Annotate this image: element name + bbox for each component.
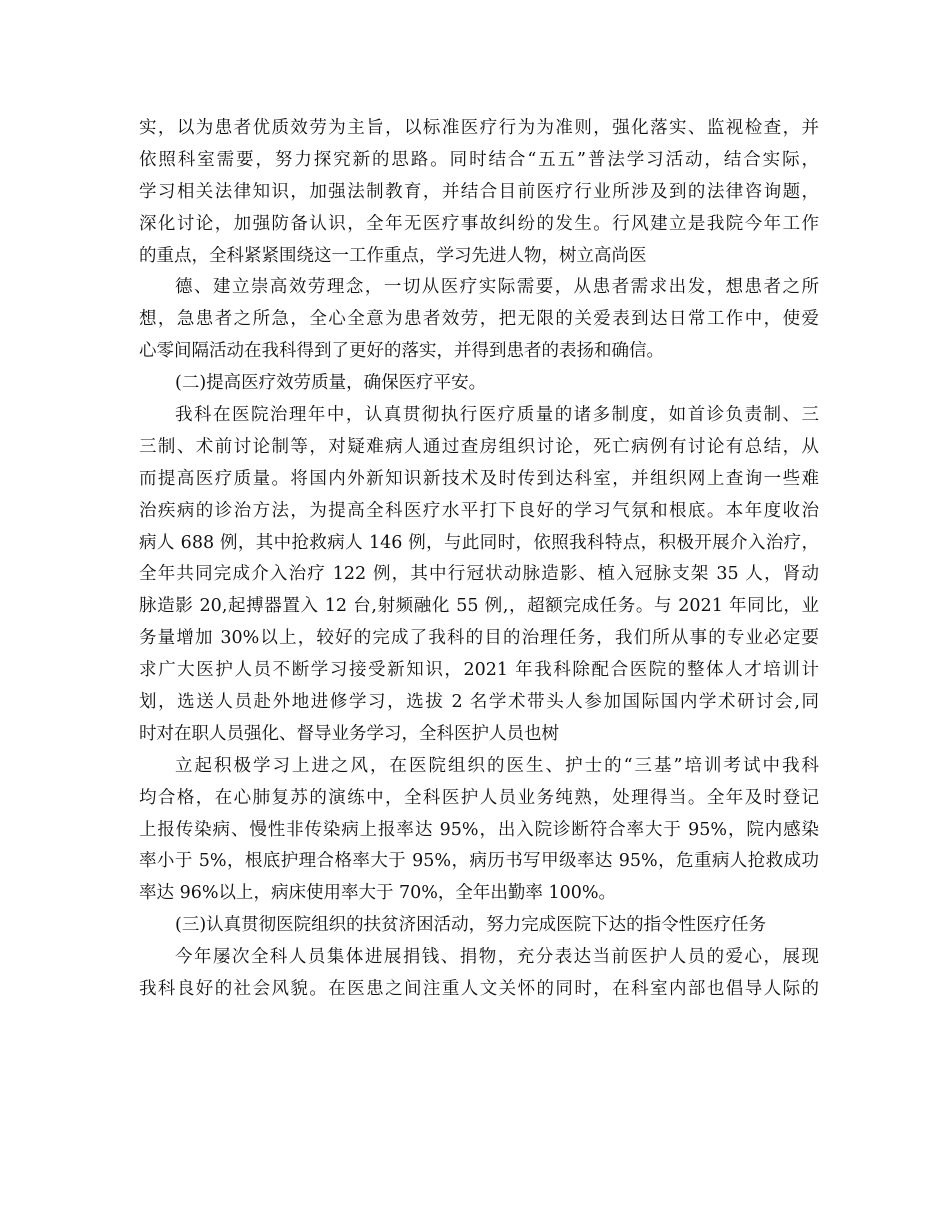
text-line: 深化讨论，加强防备认识，全年无医疗事故纠纷的发生。行风建立是我院今年工作 bbox=[139, 213, 819, 234]
text-line: 脉造影 20,起搏器置入 12 台,射频融化 55 例,，超额完成任务。与 2021 年同比，业 bbox=[139, 596, 819, 617]
text-line: 而提高医疗质量。将国内外新知识新技术及时传到达科室，并组织网上查询一些难 bbox=[139, 468, 819, 489]
document-body bbox=[139, 113, 819, 1006]
text-line: 我科在医院治理年中，认真贯彻执行医疗质量的诸多制度，如首诊负责制、三 bbox=[175, 405, 819, 426]
text-line: 依照科室需要，努力探究新的思路。同时结合“五五”普法学习活动，结合实际， bbox=[139, 149, 819, 170]
text-line: 均合格，在心肺复苏的演练中，全科医护人员业务纯熟，处理得当。全年及时登记 bbox=[139, 787, 819, 808]
text-line: 上报传染病、慢性非传染病上报率达 95%，出入院诊断符合率大于 95%，院内感染 bbox=[139, 819, 819, 840]
text-line: 时对在职人员强化、督导业务学习，全科医护人员也树 bbox=[139, 723, 559, 744]
text-line: 务量增加 30%以上，较好的完成了我科的目的治理任务，我们所从事的专业必定要 bbox=[139, 628, 819, 649]
text-line: 想，急患者之所急，全心全意为患者效劳，把无限的关爱表到达日常工作中，使爱 bbox=[139, 309, 819, 330]
text-line: (三)认真贯彻医院组织的扶贫济困活动，努力完成医院下达的指令性医疗任务 bbox=[175, 915, 767, 936]
text-line: 治疾病的诊治方法，为提高全科医疗水平打下良好的学习气氛和根底。本年度收治 bbox=[139, 500, 819, 521]
text-line: 今年屡次全科人员集体进展捐钱、捐物，充分表达当前医护人员的爱心，展现 bbox=[175, 947, 819, 968]
text-line: 全年共同完成介入治疗 122 例，其中行冠状动脉造影、植入冠脉支架 35 人，肾动 bbox=[139, 564, 819, 585]
text-line: 德、建立崇高效劳理念，一切从医疗实际需要，从患者需求出发，想患者之所 bbox=[175, 277, 819, 298]
text-line: 学习相关法律知识，加强法制教育，并结合目前医疗行业所涉及到的法律咨询题， bbox=[139, 181, 819, 202]
text-line: 的重点，全科紧紧围绕这一工作重点，学习先进人物，树立高尚医 bbox=[139, 245, 647, 266]
text-line: 率达 96%以上，病床使用率大于 70%，全年出勤率 100%。 bbox=[139, 883, 617, 904]
text-line: 三制、术前讨论制等，对疑难病人通过查房组织讨论，死亡病例有讨论有总结，从 bbox=[139, 436, 819, 457]
text-line: 求广大医护人员不断学习接受新知识，2021 年我科除配合医院的整体人才培训计 bbox=[139, 660, 819, 681]
text-line: 病人 688 例，其中抢救病人 146 例，与此同时，依照我科特点，积极开展介入治疗， bbox=[139, 532, 819, 553]
text-line: 心零间隔活动在我科得到了更好的落实，并得到患者的表扬和确信。 bbox=[139, 341, 664, 362]
text-line: 划，选送人员赴外地进修学习，选拔 2 名学术带头人参加国际国内学术研讨会,同 bbox=[139, 692, 819, 713]
text-line: 立起积极学习上进之风，在医院组织的医生、护士的“三基”培训考试中我科 bbox=[175, 755, 819, 776]
text-line: 实，以为患者优质效劳为主旨，以标准医疗行为为准则，强化落实、监视检查，并 bbox=[139, 118, 819, 138]
text-line: 率小于 5%，根底护理合格率大于 95%，病历书写甲级率达 95%，危重病人抢救成功 bbox=[139, 851, 819, 872]
text-line: (二)提高医疗效劳质量，确保医疗平安。 bbox=[175, 373, 487, 394]
text-line: 我科良好的社会风貌。在医患之间注重人文关怀的同时，在科室内部也倡导人际的 bbox=[139, 979, 819, 1000]
